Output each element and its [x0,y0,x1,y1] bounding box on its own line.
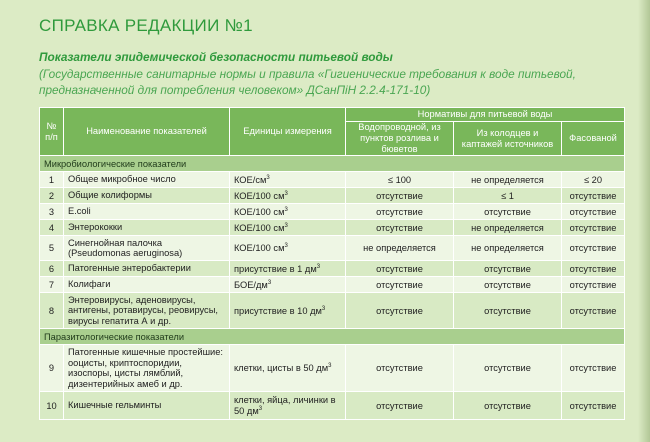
row-num: 2 [40,188,64,204]
unit-text: присутствие в 1 дм [234,263,317,274]
row-well: не определяется [454,220,562,236]
row-unit [230,172,346,188]
row-name: E.coli [64,204,230,220]
row-well: отсутствие [454,204,562,220]
table-row [40,172,625,188]
row-packaged: отсутствие [562,204,625,220]
row-tap: отсутствие [346,345,454,392]
row-num: 7 [40,277,64,293]
table-row [40,204,625,220]
unit-exponent: 3 [328,362,332,369]
row-num: 4 [40,220,64,236]
row-well: ≤ 1 [454,188,562,204]
row-packaged: отсутствие [562,261,625,277]
col-header-name: Наименование показателей [64,108,230,156]
col-header-unit: Единицы измерения [230,108,346,156]
unit-text: клетки, цисты в 50 дм [234,363,329,373]
row-unit [230,392,346,420]
unit-text: КОЕ/100 см [234,190,285,201]
row-well: не определяется [454,172,562,188]
unit-exponent: 3 [267,279,272,286]
row-unit [230,277,346,293]
unit-exponent: 3 [266,174,270,181]
unit-exponent: 3 [284,222,288,229]
row-packaged: отсутствие [562,345,625,392]
unit-exponent: 3 [284,206,288,213]
table-row [40,261,625,277]
row-well: отсутствие [454,277,562,293]
row-unit [230,261,346,277]
unit-text: КОЕ/см [234,174,267,185]
unit-text: БОЕ/дм [234,279,268,290]
col-header-tap: Водопроводной, из пунктов розлива и бюветов [346,122,454,156]
unit-exponent: 3 [284,190,288,197]
row-unit [230,220,346,236]
norms-table [39,107,625,420]
table-row [40,277,625,293]
table-row [40,188,625,204]
row-num: 5 [40,236,64,261]
table-row [40,220,625,236]
col-header-well: Из колодцев и каптажей источников [454,122,562,156]
row-name: Патогенные энтеробактерии [64,261,230,277]
row-name: Патогенные кишечные простейшие: ооцисты, криптоспоридии, изоспоры, цисты лямблий, дизентерийных амеб и др. [64,345,230,392]
row-name: Синегнойная палочка (Pseudomonas aeruginosa) [64,236,230,261]
row-well: отсутствие [454,293,562,329]
row-well: отсутствие [454,261,562,277]
row-name: Колифаги [64,277,230,293]
row-unit [230,204,346,220]
unit-exponent: 3 [258,405,263,412]
row-num: 10 [40,392,64,420]
row-unit [230,236,346,261]
row-packaged: отсутствие [562,392,625,420]
row-well: не определяется [454,236,562,261]
row-tap: отсутствие [346,392,454,420]
row-num: 3 [40,204,64,220]
row-unit [230,345,346,392]
row-packaged: отсутствие [562,220,625,236]
unit-text: клетки, яйца, личинки в 50 дм [234,395,336,416]
row-num: 8 [40,293,64,329]
row-tap: отсутствие [346,293,454,329]
row-tap: отсутствие [346,261,454,277]
col-header-num: № п/п [40,108,64,156]
unit-exponent: 3 [316,263,321,270]
row-packaged: отсутствие [562,188,625,204]
row-well: отсутствие [454,392,562,420]
row-num: 6 [40,261,64,277]
row-num: 9 [40,345,64,392]
row-tap: отсутствие [346,188,454,204]
row-unit [230,188,346,204]
section-header-parasit: Паразитологические показатели [40,329,625,345]
unit-text: КОЕ/100 см [234,222,285,233]
row-name: Общее микробное число [64,172,230,188]
table-row [40,392,625,420]
table-subtitle: Показатели эпидемической безопасности питьевой воды [39,50,393,64]
unit-text: КОЕ/100 см [234,243,285,253]
unit-exponent: 3 [284,242,288,249]
table-row [40,236,625,261]
row-packaged: отсутствие [562,236,625,261]
row-tap: отсутствие [346,277,454,293]
table-row [40,293,625,329]
row-name: Общие колиформы [64,188,230,204]
row-packaged: отсутствие [562,277,625,293]
row-packaged: ≤ 20 [562,172,625,188]
row-name: Кишечные гельминты [64,392,230,420]
row-name: Энтерококки [64,220,230,236]
row-unit [230,293,346,329]
unit-exponent: 3 [321,305,326,312]
row-tap: не определяется [346,236,454,261]
col-header-norms: Нормативы для питьевой воды [346,108,625,122]
row-well: отсутствие [454,345,562,392]
regulation-description: (Государственные санитарные нормы и правила «Гигиенические требования к воде питьевой, предназначенной для потребления человеком» ДСанПіН 2.2.4-171-10) [39,67,576,97]
row-name: Энтеровирусы, аденовирусы, антигены, ротавирусы, реовирусы, вирусы гепатита А и др. [64,293,230,329]
row-packaged: отсутствие [562,293,625,329]
row-tap: отсутствие [346,204,454,220]
col-header-packaged: Фасованой [562,122,625,156]
unit-text: КОЕ/100 см [234,206,285,217]
row-tap: ≤ 100 [346,172,454,188]
table-row [40,345,625,392]
page-title: СПРАВКА РЕДАКЦИИ №1 [39,16,253,35]
section-header-micro: Микробиологические показатели [40,156,625,172]
row-tap: отсутствие [346,220,454,236]
unit-text: присутствие в 10 дм [234,305,322,316]
row-num: 1 [40,172,64,188]
